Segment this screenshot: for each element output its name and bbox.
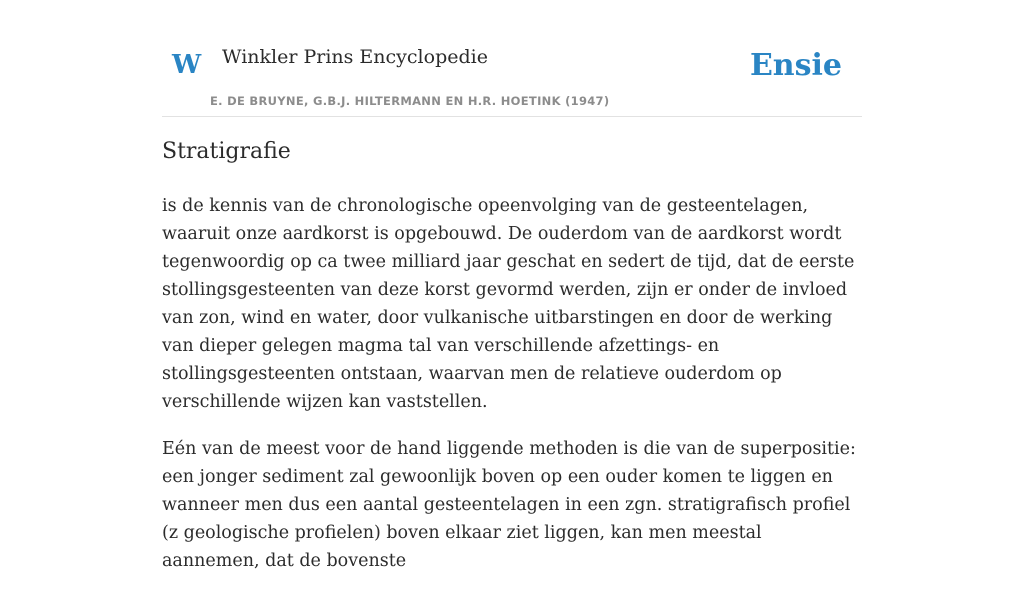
publication-title[interactable]: Winkler Prins Encyclopedie	[222, 46, 488, 68]
article-body	[162, 192, 862, 594]
site-header	[162, 30, 862, 117]
article-title: Stratigrafie	[162, 139, 291, 164]
publication-logo-icon[interactable]: W	[172, 50, 202, 80]
publication-authors: E. DE BRUYNE, G.B.J. HILTERMANN EN H.R. HOETINK (1947)	[210, 94, 610, 108]
article-paragraph: Eén van de meest voor de hand liggende methoden is die van de superpositie: een jonger sediment zal gewoonlijk boven op een ouder komen te liggen en wanneer men dus een aantal gesteentelagen in een zgn. stratigrafisch profiel (z geologische profielen) boven elkaar ziet liggen, kan men meestal aannemen, dat de bovenste	[162, 439, 856, 571]
ensie-logo[interactable]: Ensie	[749, 48, 842, 83]
article-paragraph: is de kennis van de chronologische opeenvolging van de gesteentelagen, waaruit onze aardkorst is opgebouwd. De ouderdom van de aardkorst wordt tegenwoordig op ca twee milliard jaar geschat en sedert de tijd, dat de eerste stollingsgesteenten van deze korst gevormd werden, zijn er onder de invloed van zon, wind en water, door vulkanische uitbarstingen en door de werking van dieper gelegen magma tal van verschillende afzettings- en stollingsgesteenten ontstaan, waarvan men de relatieve ouderdom op verschillende wijzen kan vaststellen.	[162, 196, 855, 412]
